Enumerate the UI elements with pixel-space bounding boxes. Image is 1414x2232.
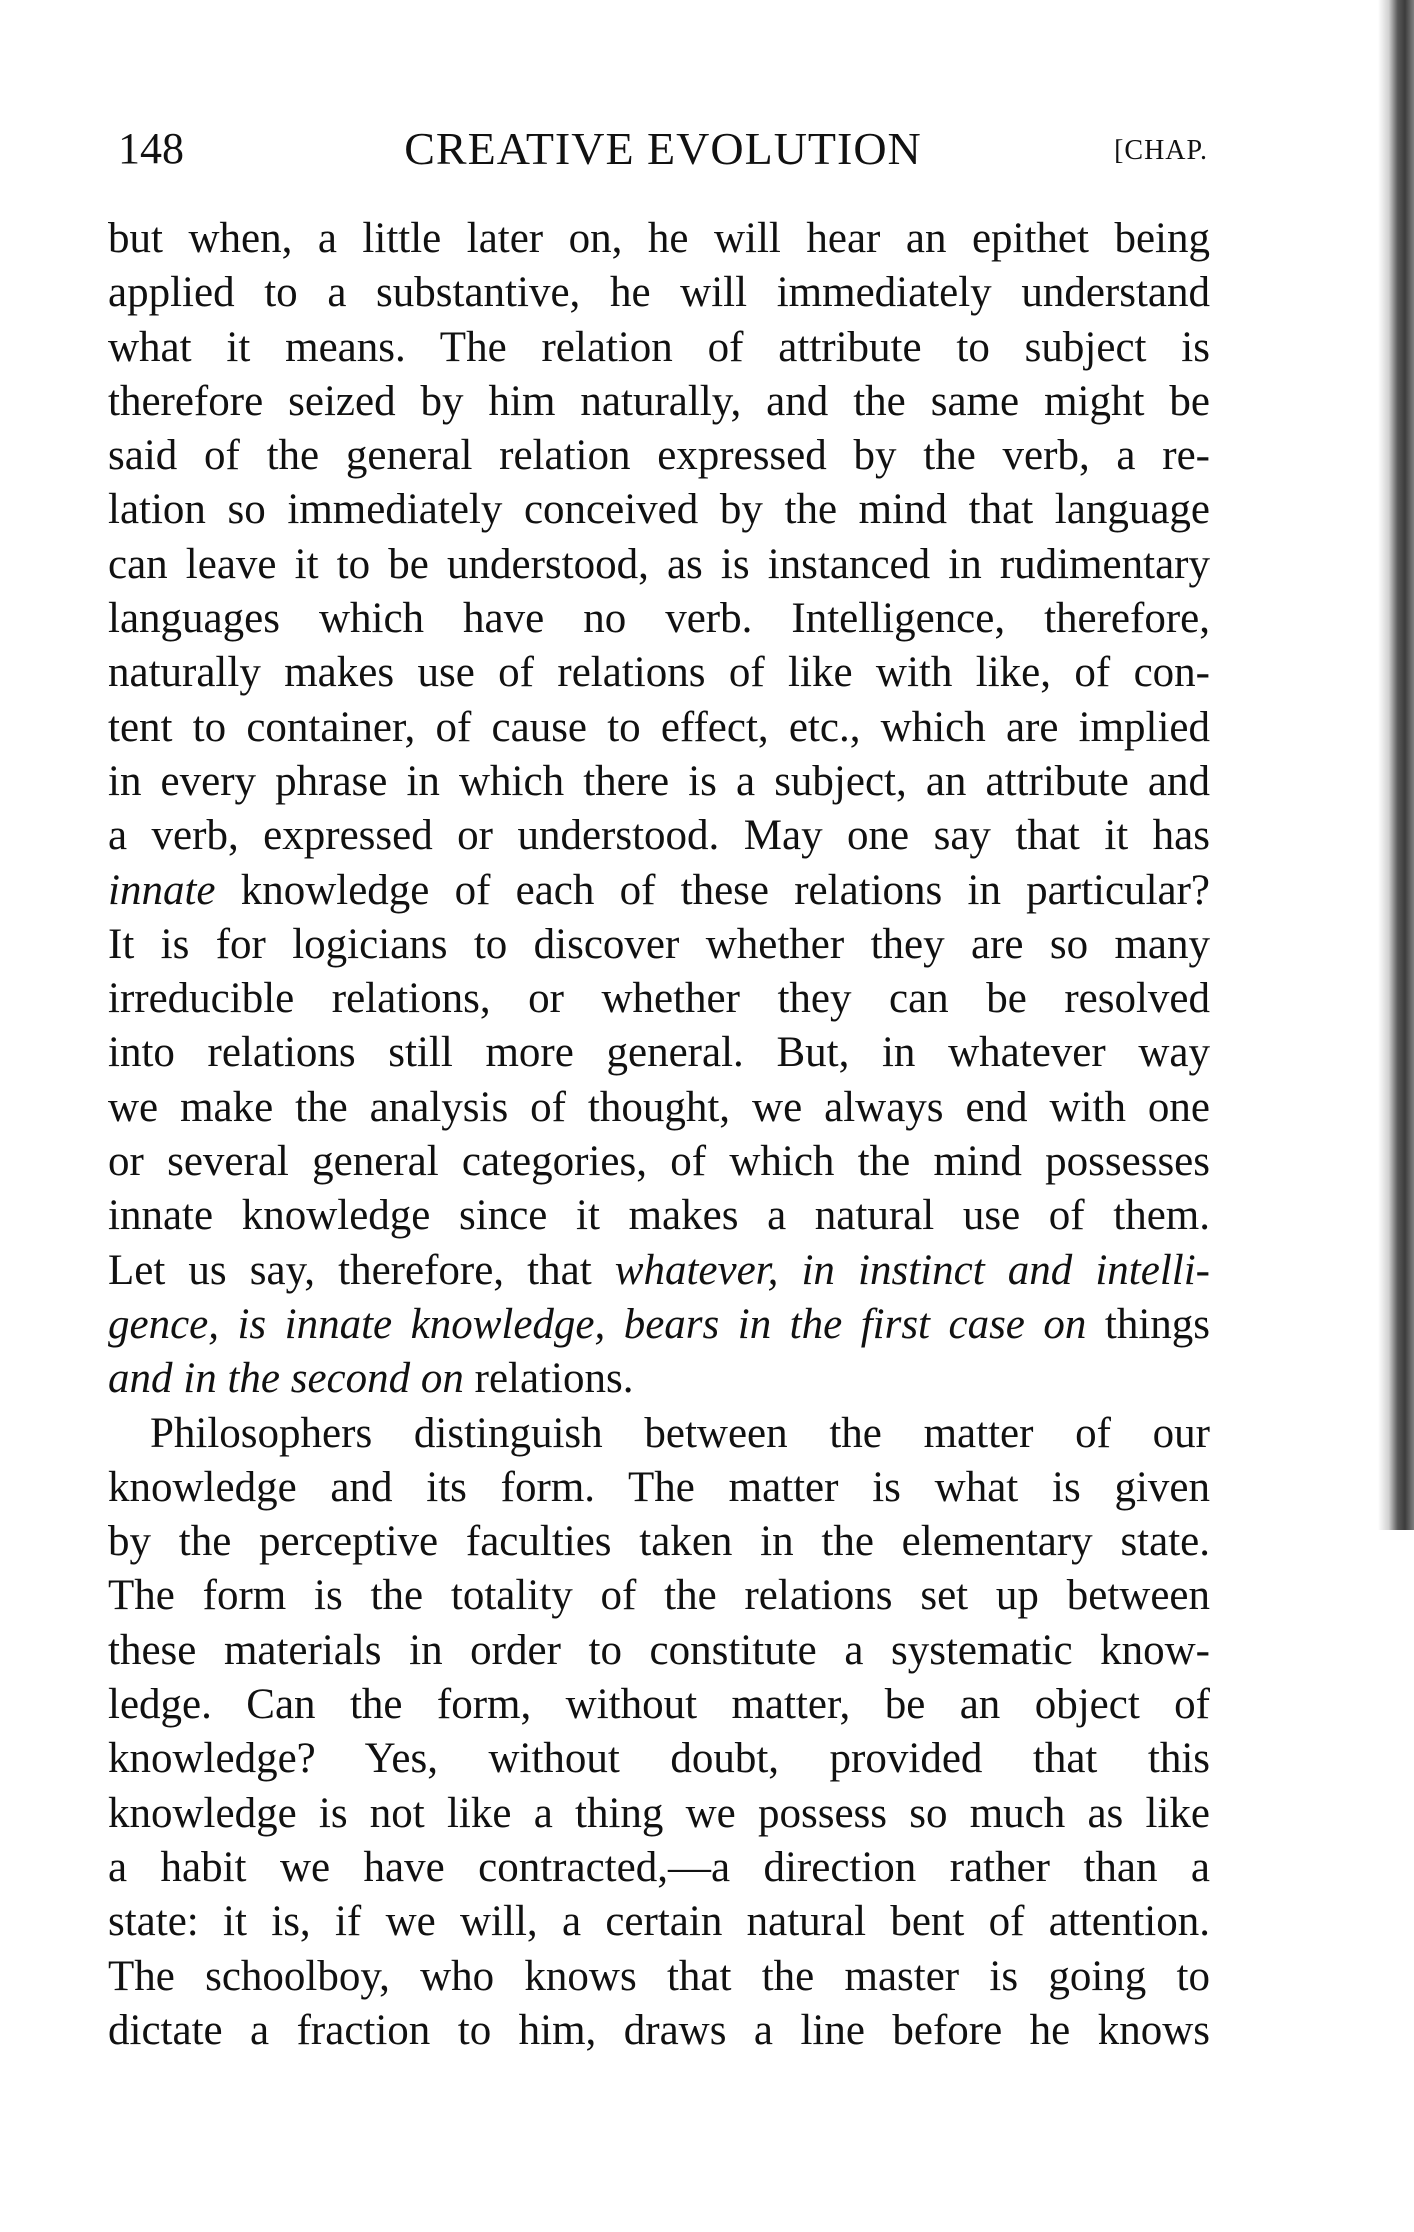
text-line: [108, 701, 1210, 755]
text-segment: Let us say, therefore, that: [108, 1246, 615, 1294]
text-line: [108, 1081, 1210, 1135]
text-line: [108, 592, 1210, 646]
italic-text: whatever, in instinct and intelli-: [614, 1246, 1211, 1294]
text-segment: therefore seized by him naturally, and the same might be: [108, 377, 1210, 425]
chapter-mark: [CHAP.: [1114, 135, 1208, 166]
text-line: [108, 1352, 1210, 1406]
text-line: [108, 1678, 1210, 1732]
text-segment: a verb, expressed or understood. May one say that it has: [108, 812, 1210, 860]
text-line: [108, 1189, 1210, 1243]
text-segment: languages which have no verb. Intelligence, therefore,: [108, 595, 1210, 643]
text-line: [108, 1515, 1210, 1569]
text-segment: innate knowledge since it makes a natural use of them.: [108, 1192, 1210, 1240]
text-line: [108, 1407, 1210, 1461]
text-line: [108, 918, 1210, 972]
text-segment: or several general categories, of which the mind possesses: [108, 1138, 1210, 1186]
italic-text: innate: [108, 866, 216, 914]
text-line: [108, 1026, 1210, 1080]
text-segment: applied to a substantive, he will immediately understand: [108, 269, 1210, 317]
text-line: [108, 1950, 1210, 2004]
text-line: [108, 1624, 1210, 1678]
text-segment: these materials in order to constitute a systematic know-: [108, 1626, 1210, 1674]
text-segment: a habit we have contracted,—a direction rather than a: [108, 1843, 1210, 1891]
text-line: [108, 212, 1210, 266]
text-line: [108, 429, 1210, 483]
text-segment: state: it is, if we will, a certain natural bent of attention.: [108, 1898, 1210, 1946]
text-line: [108, 646, 1210, 700]
text-segment: but when, a little later on, he will hear an epithet being: [108, 215, 1210, 262]
text-line: [108, 1569, 1210, 1623]
text-line: [108, 1461, 1210, 1515]
text-line: [108, 2004, 1210, 2058]
text-segment: knowledge? Yes, without doubt, provided that this: [108, 1735, 1210, 1783]
body-text: [108, 212, 1210, 2058]
page-header: [118, 118, 1208, 180]
text-segment: naturally makes use of relations of like with like, of con-: [108, 649, 1210, 697]
text-line: [108, 755, 1210, 809]
text-segment: knowledge of each of these relations in particular?: [215, 866, 1210, 914]
text-line: [108, 266, 1210, 320]
italic-text: and in the second on: [108, 1355, 464, 1403]
text-line: [108, 1244, 1210, 1298]
page-number: 148: [118, 124, 184, 173]
text-segment: things: [1086, 1300, 1210, 1348]
text-line: [108, 1841, 1210, 1895]
text-line: [108, 972, 1210, 1026]
text-line: [108, 864, 1210, 918]
text-segment: tent to container, of cause to effect, etc., which are implied: [108, 703, 1210, 751]
text-segment: said of the general relation expressed by the verb, a re-: [108, 432, 1210, 480]
text-segment: what it means. The relation of attribute to subject is: [108, 323, 1210, 371]
text-line: [108, 1895, 1210, 1949]
text-line: [108, 321, 1210, 375]
text-segment: The schoolboy, who knows that the master is going to: [108, 1952, 1210, 2000]
text-segment: by the perceptive faculties taken in the elementary state.: [108, 1518, 1210, 1566]
text-line: [108, 483, 1210, 537]
text-segment: knowledge and its form. The matter is what is given: [108, 1463, 1210, 1511]
text-line: [108, 538, 1210, 592]
text-line: [108, 809, 1210, 863]
text-segment: knowledge is not like a thing we possess so much as like: [108, 1789, 1210, 1837]
text-line: [108, 1135, 1210, 1189]
text-segment: dictate a fraction to him, draws a line before he knows: [108, 2006, 1210, 2054]
text-segment: into relations still more general. But, in whatever way: [108, 1029, 1210, 1077]
text-segment: relations.: [463, 1355, 634, 1403]
text-line: [108, 1787, 1210, 1841]
italic-text: gence, is innate knowledge, bears in the first case on: [108, 1300, 1087, 1348]
text-segment: in every phrase in which there is a subject, an attribute and: [108, 757, 1210, 805]
text-segment: we make the analysis of thought, we always end with one: [108, 1083, 1210, 1131]
text-line: [108, 375, 1210, 429]
text-line: [108, 1298, 1210, 1352]
text-line: [108, 1732, 1210, 1786]
text-segment: irreducible relations, or whether they can be resolved: [108, 975, 1210, 1023]
running-title: CREATIVE EVOLUTION: [404, 123, 922, 174]
text-segment: Philosophers distinguish between the matter of our: [150, 1409, 1210, 1457]
text-segment: It is for logicians to discover whether they are so many: [108, 920, 1210, 968]
text-segment: The form is the totality of the relations set up between: [108, 1572, 1210, 1620]
text-segment: can leave it to be understood, as is instanced in rudimentary: [108, 540, 1210, 588]
text-segment: ledge. Can the form, without matter, be an object of: [108, 1681, 1210, 1729]
text-segment: lation so immediately conceived by the mind that language: [108, 486, 1210, 534]
page-edge-shadow: [1378, 0, 1414, 1530]
